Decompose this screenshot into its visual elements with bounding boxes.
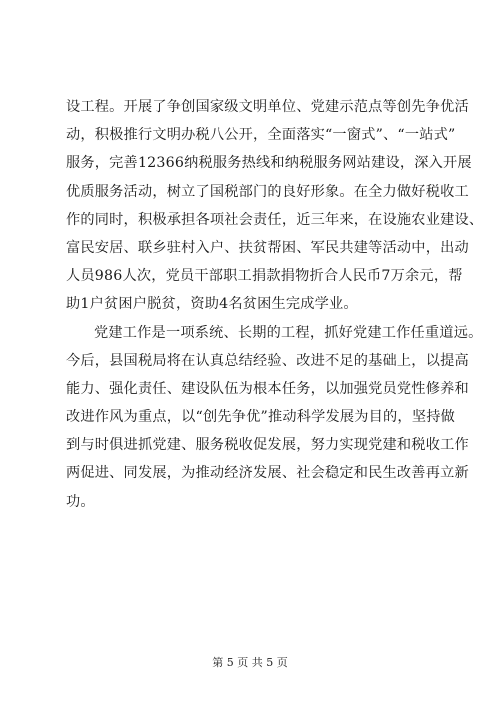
text-line: 富民安居、联乡驻村入户、扶贫帮困、军民共建等活动中，出动: [66, 239, 469, 256]
text-line: 两促进、同发展，为推动经济发展、社会稳定和民生改善再立新: [66, 465, 469, 482]
text-line: 助1户贫困户脱贫，资助4名贫困生完成学业。: [66, 296, 358, 313]
text-line: 功。: [66, 493, 95, 510]
text-line: 人员986人次，党员干部职工捐款捐物折合人民币7万余元，帮: [66, 268, 463, 285]
text-line: 设工程。开展了争创国家级文明单位、党建示范点等创先争优活: [66, 99, 469, 115]
text-line: 到与时俱进抓党建、服务税收促发展，努力实现党建和税收工作: [66, 437, 469, 454]
text-line: 党建工作是一项系统、长期的工程，抓好党建工作任重道远。: [94, 324, 483, 341]
text-line: 动，积极推行文明办税八公开，全面落实“一窗式”、“一站式”: [66, 127, 456, 144]
page-number-footer: 第 5 页 共 5 页: [212, 656, 288, 669]
text-line: 优质服务活动，树立了国税部门的良好形象。在全力做好税收工: [66, 183, 469, 200]
text-line: 作的同时，积极承担各项社会责任，近三年来，在设施农业建设、: [66, 211, 484, 228]
text-line: 今后，县国税局将在认真总结经验、改进不足的基础上，以提高: [66, 352, 469, 369]
text-line: 能力、强化责任、建设队伍为根本任务，以加强党员党性修养和: [66, 380, 469, 397]
text-line: 服务，完善12366纳税服务热线和纳税服务网站建设，深入开展: [66, 155, 472, 172]
document-body: [66, 93, 484, 516]
text-line: 改进作风为重点，以“创先争优”推动科学发展为目的，坚持做: [66, 409, 455, 426]
